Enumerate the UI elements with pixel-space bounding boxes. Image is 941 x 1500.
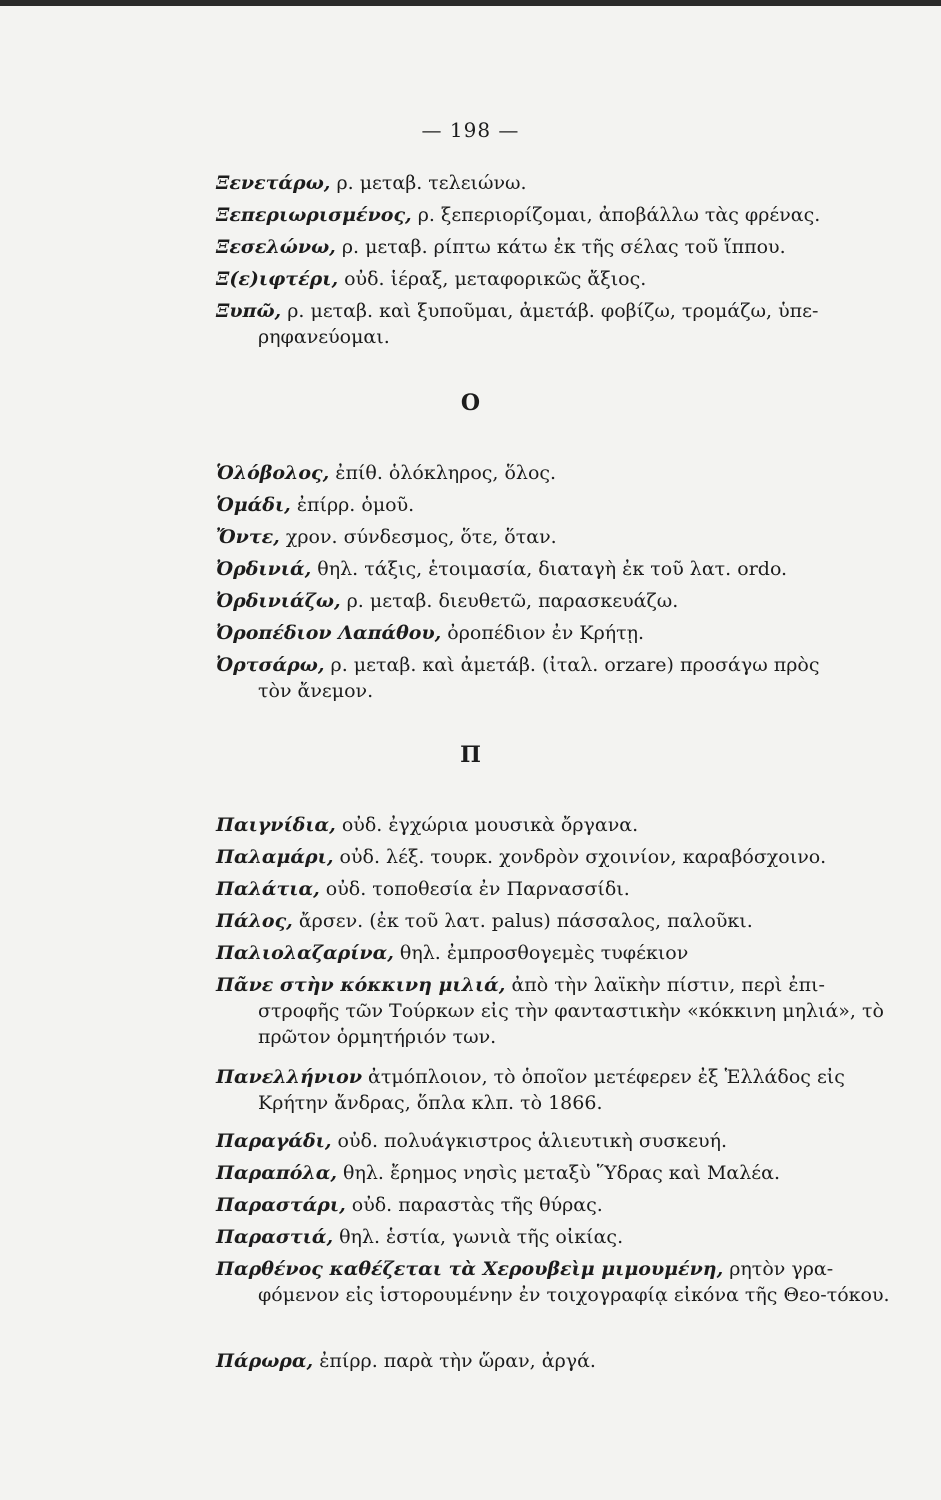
headword: Παλάτια, xyxy=(216,878,320,900)
definition: ἐπίρρ. ὁμοῦ. xyxy=(296,494,415,516)
headword: Ὁμάδι, xyxy=(216,494,291,516)
definition-continuation: ρηφανεύομαι. xyxy=(258,326,390,348)
headword: Πάρωρα, xyxy=(216,1350,314,1372)
headword: Παλαμάρι, xyxy=(216,846,334,868)
headword: Παραστιά, xyxy=(216,1226,334,1248)
entry xyxy=(216,1348,896,1374)
headword: Παρθένος καθέζεται τὰ Χερουβεὶμ μιμουμένη, xyxy=(216,1258,724,1280)
definition: οὐδ. πολυάγκιστρος ἁλιευτικὴ συσκευή. xyxy=(337,1130,727,1152)
entry xyxy=(216,524,896,550)
definition-continuation: φόμενον εἰς ἱστορουμένην ἐν τοιχογραφίᾳ εἰκόνα τῆς Θεο-τόκου. xyxy=(258,1284,890,1306)
entry xyxy=(216,940,896,966)
entry xyxy=(216,492,896,518)
entry xyxy=(216,202,896,228)
headword: Ὀροπέδιον Λαπάθου, xyxy=(216,622,442,644)
definition: οὐδ. παραστὰς τῆς θύρας. xyxy=(351,1194,603,1216)
definition: ρ. μεταβ. ρίπτω κάτω ἐκ τῆς σέλας τοῦ ἵππου. xyxy=(341,236,786,258)
entry xyxy=(216,972,896,1050)
definition: ὀροπέδιον ἐν Κρήτῃ. xyxy=(447,622,645,644)
headword: Ξεπεριωρισμένος, xyxy=(216,204,412,226)
page-edge xyxy=(0,0,941,6)
entry xyxy=(216,1224,896,1250)
definition: ρ. μεταβ. καὶ ξυποῦμαι, ἀμετάβ. φοβίζω, τρομάζω, ὑπε- xyxy=(287,300,819,322)
definition: ἀτμόπλοιον, τὸ ὁποῖον μετέφερεν ἐξ Ἑλλάδος εἰς xyxy=(368,1066,845,1088)
headword: Ὀρδινιάζω, xyxy=(216,590,341,612)
entry xyxy=(216,620,896,646)
definition: οὐδ. λέξ. τουρκ. χονδρὸν σχοινίον, καραβόσχοινο. xyxy=(339,846,827,868)
headword: Ξενετάρω, xyxy=(216,172,331,194)
entry xyxy=(216,234,896,260)
definition: θηλ. τάξις, ἑτοιμασία, διαταγὴ ἐκ τοῦ λατ. ordo. xyxy=(317,558,788,580)
entry xyxy=(216,298,896,350)
headword: Πανελλήνιον xyxy=(216,1066,362,1088)
entry xyxy=(216,170,896,196)
headword: Πάλος, xyxy=(216,910,293,932)
definition: οὐδ. τοποθεσία ἐν Παρνασσίδι. xyxy=(325,878,630,900)
definition: ρ. ξεπεριορίζομαι, ἀποβάλλω τὰς φρένας. xyxy=(417,204,821,226)
definition: ἀπὸ τὴν λαϊκὴν πίστιν, περὶ ἐπι- xyxy=(511,974,825,996)
definition-continuation: τὸν ἄνεμον. xyxy=(258,680,374,702)
entry xyxy=(216,1192,896,1218)
entry xyxy=(216,876,896,902)
definition-continuation: Κρήτην ἄνδρας, ὅπλα κλπ. τὸ 1866. xyxy=(258,1092,603,1114)
headword: Πᾶνε στὴν κόκκινη μιλιά, xyxy=(216,974,506,996)
definition: θηλ. ἑστία, γωνιὰ τῆς οἰκίας. xyxy=(339,1226,624,1248)
entry xyxy=(216,588,896,614)
page-number: — 198 — xyxy=(421,118,520,142)
section-letter: Π xyxy=(460,742,481,768)
entry xyxy=(216,556,896,582)
definition: ρ. μεταβ. καὶ ἀμετάβ. (ἰταλ. orzare) προσάγω πρὸς xyxy=(330,654,820,676)
headword: Παραστάρι, xyxy=(216,1194,346,1216)
definition: θηλ. ἐμπροσθογεμὲς τυφέκιον xyxy=(399,942,689,964)
entry xyxy=(216,1064,896,1116)
headword: Ὁλόβολος, xyxy=(216,462,330,484)
entry xyxy=(216,1256,896,1308)
headword: Ξυπῶ, xyxy=(216,300,282,322)
section-letter: Ο xyxy=(460,390,481,416)
headword: Ξ(ε)ιφτέρι, xyxy=(216,268,339,290)
definition: ρ. μεταβ. τελειώνω. xyxy=(336,172,527,194)
entry xyxy=(216,652,896,704)
headword: Παραγάδι, xyxy=(216,1130,332,1152)
entry xyxy=(216,1160,896,1186)
definition: οὐδ. ἐγχώρια μουσικὰ ὄργανα. xyxy=(341,814,639,836)
entry xyxy=(216,908,896,934)
headword: Ὀρτσάρω, xyxy=(216,654,325,676)
definition: ἐπίρρ. παρὰ τὴν ὥραν, ἀργά. xyxy=(319,1350,596,1372)
headword: Παιγνίδια, xyxy=(216,814,336,836)
headword: Ξεσελώνω, xyxy=(216,236,336,258)
headword: Ὄντε, xyxy=(216,526,280,548)
headword: Παραπόλα, xyxy=(216,1162,337,1184)
definition: θηλ. ἔρημος νησὶς μεταξὺ Ὕδρας καὶ Μαλέα. xyxy=(343,1162,780,1184)
definition: χρον. σύνδεσμος, ὅτε, ὅταν. xyxy=(285,526,557,548)
headword: Παλιολαζαρίνα, xyxy=(216,942,394,964)
headword: Ὀρδινιά, xyxy=(216,558,312,580)
entry xyxy=(216,460,896,486)
definition: ἄρσεν. (ἐκ τοῦ λατ. palus) πάσσαλος, παλοῦκι. xyxy=(298,910,753,932)
entry xyxy=(216,266,896,292)
entry xyxy=(216,844,896,870)
definition: ἐπίθ. ὁλόκληρος, ὅλος. xyxy=(335,462,557,484)
entry xyxy=(216,812,896,838)
definition: οὐδ. ἱέραξ, μεταφορικῶς ἄξιος. xyxy=(344,268,647,290)
definition: ρ. μεταβ. διευθετῶ, παρασκευάζω. xyxy=(346,590,679,612)
definition: ρητὸν γρα- xyxy=(729,1258,834,1280)
entry xyxy=(216,1128,896,1154)
definition-continuation: στροφῆς τῶν Τούρκων εἰς τὴν φανταστικὴν «κόκκινη μηλιά», τὸ πρῶτον ὁρμητήριόν των. xyxy=(258,1000,884,1048)
